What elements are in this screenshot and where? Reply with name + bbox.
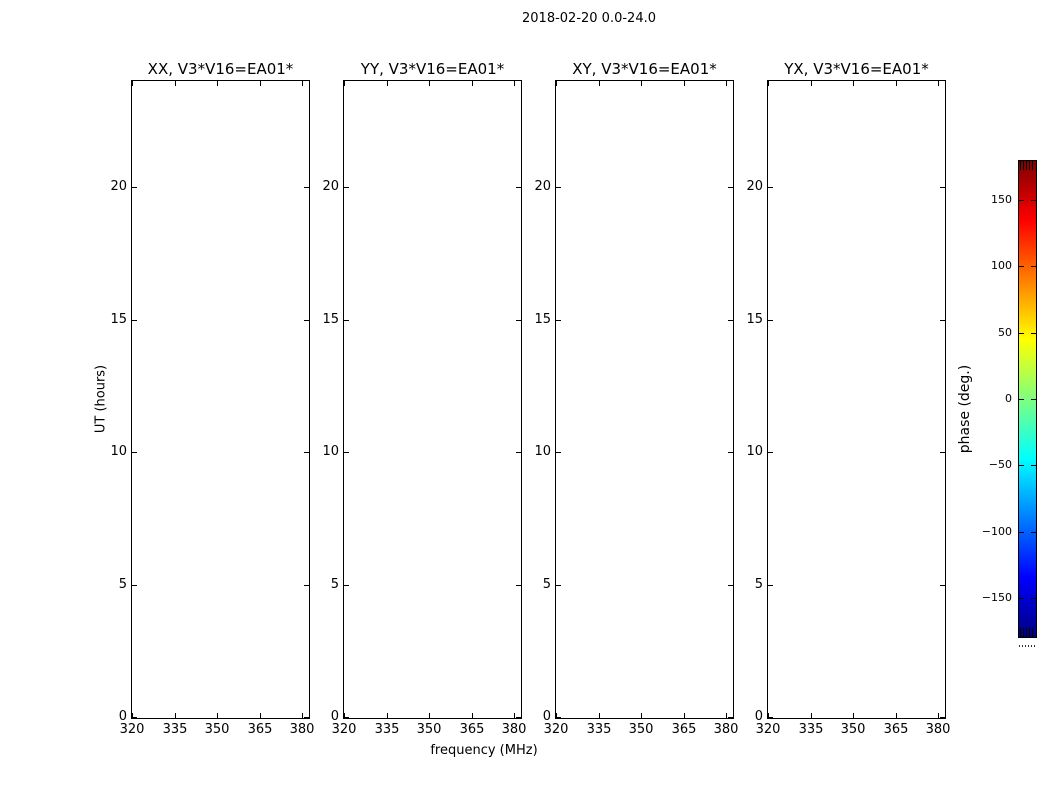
panel-yx [767,80,946,719]
colorbar-top-hatch-marks [1020,161,1035,170]
x-tick-mark [472,81,473,86]
y-tick-label: 15 [534,312,551,327]
x-axis-label: frequency (MHz) [430,743,538,758]
panel-title-xx: XX, V3*V16=EA01* [147,60,294,78]
colorbar-tick-mark [1031,598,1036,599]
x-tick-label: 365 [671,722,697,737]
x-tick-mark [641,713,642,718]
colorbar-tick-mark [1019,333,1024,334]
x-tick-label: 335 [162,722,188,737]
x-tick-mark [599,81,600,86]
x-tick-mark [599,713,600,718]
y-tick-mark [556,717,561,718]
x-tick-label: 365 [247,722,273,737]
x-tick-label: 320 [119,722,145,737]
x-tick-mark [896,81,897,86]
y-tick-label: 0 [542,709,551,724]
x-tick-label: 335 [374,722,400,737]
y-tick-mark [940,320,945,321]
y-tick-mark [940,187,945,188]
x-tick-label: 320 [543,722,569,737]
x-tick-mark [811,713,812,718]
colorbar-dotted-edge [1019,645,1037,647]
figure-title: 2018-02-20 0.0-24.0 [522,11,656,26]
y-tick-mark [344,717,349,718]
y-tick-mark [768,585,773,586]
panel-title-xy: XY, V3*V16=EA01* [572,60,717,78]
panel-yy [343,80,522,719]
colorbar-tick-mark [1019,399,1024,400]
y-tick-mark [344,320,349,321]
y-tick-mark [556,452,561,453]
colorbar-tick-label: −50 [988,458,1012,471]
colorbar-tick-mark [1031,200,1036,201]
y-tick-mark [768,187,773,188]
x-tick-label: 365 [459,722,485,737]
x-tick-mark [387,713,388,718]
colorbar-tick-mark [1019,266,1024,267]
x-tick-mark [853,81,854,86]
y-tick-label: 15 [110,312,127,327]
x-tick-mark [344,81,345,86]
y-tick-label: 10 [322,444,339,459]
y-tick-mark [132,452,137,453]
x-tick-mark [175,713,176,718]
x-tick-label: 335 [798,722,824,737]
x-tick-mark [132,81,133,86]
x-tick-label: 380 [713,722,739,737]
y-tick-label: 20 [534,179,551,194]
y-tick-label: 20 [322,179,339,194]
panel-title-yx: YX, V3*V16=EA01* [784,60,929,78]
panel-title-yy: YY, V3*V16=EA01* [360,60,505,78]
y-tick-label: 5 [330,577,339,592]
x-tick-mark [387,81,388,86]
x-tick-mark [896,713,897,718]
y-tick-label: 10 [534,444,551,459]
x-tick-mark [217,713,218,718]
colorbar-tick-mark [1031,266,1036,267]
y-tick-label: 0 [330,709,339,724]
colorbar-tick-mark [1019,532,1024,533]
x-tick-mark [429,81,430,86]
y-tick-label: 0 [754,709,763,724]
x-tick-mark [514,81,515,86]
x-tick-mark [811,81,812,86]
colorbar-tick-label: 50 [998,326,1012,339]
y-tick-mark [132,320,137,321]
y-tick-label: 0 [118,709,127,724]
y-tick-mark [132,585,137,586]
x-tick-label: 350 [628,722,654,737]
y-tick-mark [940,585,945,586]
x-tick-mark [260,713,261,718]
x-tick-label: 365 [883,722,909,737]
colorbar-tick-mark [1031,333,1036,334]
x-tick-mark [684,81,685,86]
x-tick-label: 335 [586,722,612,737]
colorbar-tick-label: −150 [981,591,1012,604]
y-tick-mark [556,320,561,321]
y-tick-label: 10 [110,444,127,459]
x-tick-mark [938,713,939,718]
x-tick-mark [938,81,939,86]
colorbar-tick-label: −100 [981,525,1012,538]
y-tick-mark [344,585,349,586]
x-tick-mark [641,81,642,86]
y-tick-mark [940,452,945,453]
colorbar-tick-mark [1019,465,1024,466]
y-tick-label: 5 [542,577,551,592]
x-tick-mark [472,713,473,718]
panel-xx [131,80,310,719]
x-tick-mark [260,81,261,86]
x-tick-mark [853,713,854,718]
y-tick-label: 20 [110,179,127,194]
y-tick-label: 20 [746,179,763,194]
x-tick-mark [302,81,303,86]
x-tick-label: 380 [501,722,527,737]
x-tick-label: 320 [755,722,781,737]
y-tick-label: 5 [754,577,763,592]
y-tick-mark [132,187,137,188]
x-tick-label: 380 [925,722,951,737]
y-tick-label: 15 [322,312,339,327]
panel-xy [555,80,734,719]
y-tick-mark [132,717,137,718]
y-tick-label: 15 [746,312,763,327]
x-tick-mark [429,713,430,718]
colorbar-tick-label: 150 [991,193,1012,206]
x-tick-mark [684,713,685,718]
y-axis-label: UT (hours) [93,364,109,434]
colorbar-tick-label: 100 [991,259,1012,272]
y-tick-label: 5 [118,577,127,592]
colorbar-label: phase (deg.) [957,364,973,454]
y-tick-mark [344,452,349,453]
y-tick-mark [768,717,773,718]
x-tick-mark [726,81,727,86]
colorbar-tick-mark [1031,532,1036,533]
x-tick-label: 350 [204,722,230,737]
colorbar-tick-mark [1031,465,1036,466]
x-tick-mark [175,81,176,86]
y-tick-mark [556,187,561,188]
y-tick-mark [556,585,561,586]
x-tick-label: 320 [331,722,357,737]
x-tick-label: 350 [416,722,442,737]
x-tick-label: 350 [840,722,866,737]
colorbar-tick-mark [1031,399,1036,400]
x-tick-label: 380 [289,722,315,737]
y-tick-mark [768,452,773,453]
colorbar-tick-mark [1019,598,1024,599]
colorbar-bottom-hatch-marks [1020,628,1035,637]
y-tick-mark [344,187,349,188]
y-tick-label: 10 [746,444,763,459]
x-tick-mark [217,81,218,86]
y-tick-mark [940,717,945,718]
y-tick-mark [768,320,773,321]
x-tick-mark [556,81,557,86]
colorbar-tick-label: 0 [1005,392,1012,405]
x-tick-mark [768,81,769,86]
colorbar-tick-mark [1019,200,1024,201]
